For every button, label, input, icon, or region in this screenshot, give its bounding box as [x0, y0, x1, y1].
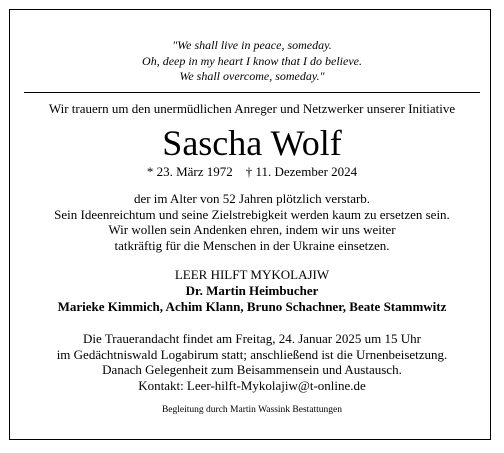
- deceased-name: Sascha Wolf: [162, 123, 342, 163]
- tribute-line-3: Wir wollen sein Andenken ehren, indem wir uns weiter: [108, 222, 396, 237]
- tribute-line-4: tatkräftig für die Menschen in der Ukraine einsetzen.: [114, 238, 390, 253]
- org-name: LEER HILFT MYKOLAJIW: [174, 267, 330, 282]
- quote-line-2: Oh, deep in my heart I know that I do believe.: [142, 54, 362, 68]
- contact-line: Kontakt: Leer-hilft-Mykolajiw@t-online.de: [138, 378, 366, 393]
- tribute-line-1: der im Alter von 52 Jahren plötzlich verstarb.: [133, 191, 371, 206]
- service-line-3: Danach Gelegenheit zum Beisammensein und Austausch.: [102, 362, 402, 377]
- life-dates: * 23. März 1972 † 11. Dezember 2024: [146, 164, 358, 179]
- quote-line-1: "We shall live in peace, someday.: [172, 38, 332, 52]
- tribute-line-2: Sein Ideenreichtum und seine Zielstrebigkeit werden kaum zu ersetzen sein.: [54, 207, 450, 222]
- service-line-1: Die Trauerandacht findet am Freitag, 24. Januar 2025 um 15 Uhr: [83, 331, 421, 346]
- signer-lead: Dr. Martin Heimbucher: [185, 283, 319, 298]
- undertaker-credit: Begleitung durch Martin Wassink Bestattungen: [161, 405, 343, 415]
- signer-members: Marieke Kimmich, Achim Klann, Bruno Schachner, Beate Stammwitz: [57, 299, 447, 314]
- intro-text: Wir trauern um den unermüdlichen Anreger und Netzwerker unserer Initiative: [48, 101, 456, 116]
- service-line-2: im Gedächtniswald Logabirum statt; anschließend ist die Urnenbeisetzung.: [56, 347, 448, 362]
- divider-top: [24, 92, 480, 93]
- quote-line-3: We shall overcome, someday.": [179, 69, 325, 83]
